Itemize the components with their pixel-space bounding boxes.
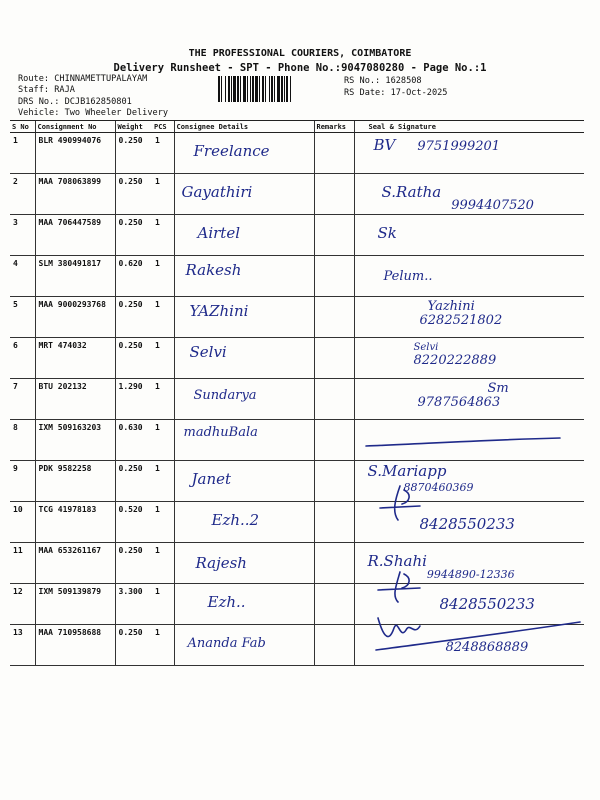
row-consignment: TCG 41978183 — [35, 502, 115, 543]
runsheet-subtitle: Delivery Runsheet - SPT - Phone No.:9047080280 - Page No.:1 — [113, 62, 487, 74]
signature: R.Shahi — [367, 552, 427, 570]
signature: S.Mariapp — [367, 462, 447, 480]
row-consignment: MRT 474032 — [35, 338, 115, 379]
signature: Sm — [487, 381, 509, 396]
table-row — [10, 502, 584, 543]
consignee-handwriting: Airtel — [197, 224, 241, 242]
row-consignee — [174, 420, 314, 461]
row-consignee — [174, 502, 314, 543]
row-consignee — [174, 133, 314, 174]
row-pcs: 1 — [152, 174, 174, 215]
barcode-bar — [233, 76, 236, 102]
row-signature — [354, 502, 584, 543]
consignee-handwriting: YAZhini — [189, 302, 249, 320]
row-pcs: 1 — [152, 543, 174, 584]
row-pcs: 1 — [152, 379, 174, 420]
row-pcs: 1 — [152, 297, 174, 338]
row-signature — [354, 584, 584, 625]
rs-number: RS No.: 1628508 — [344, 76, 422, 86]
row-consignment: SLM 380491817 — [35, 256, 115, 297]
row-remarks — [314, 133, 354, 174]
barcode-bar — [269, 76, 270, 102]
row-remarks — [314, 256, 354, 297]
table-header-row — [10, 121, 584, 133]
signature: Yazhini — [427, 299, 475, 314]
rs-date: RS Date: 17-Oct-2025 — [344, 88, 448, 98]
consignee-handwriting: madhuBala — [183, 425, 258, 440]
table-row — [10, 256, 584, 297]
phone-handwriting: 8220222889 — [413, 353, 497, 368]
row-weight: 0.250 — [115, 174, 152, 215]
header-consignment: Consignment No — [35, 121, 115, 133]
phone-handwriting: 9994407520 — [451, 198, 534, 213]
row-pcs: 1 — [152, 461, 174, 502]
row-remarks — [314, 502, 354, 543]
barcode-bar — [271, 76, 273, 102]
row-sno: 12 — [10, 584, 35, 625]
row-remarks — [314, 584, 354, 625]
row-consignee — [174, 256, 314, 297]
row-consignment: MAA 9000293768 — [35, 297, 115, 338]
table-row — [10, 543, 584, 584]
row-sno: 13 — [10, 625, 35, 666]
row-consignee — [174, 461, 314, 502]
table-row — [10, 379, 584, 420]
table-row — [10, 625, 584, 666]
barcode-bar — [277, 76, 280, 102]
signature: BV — [373, 136, 396, 154]
header-remarks: Remarks — [314, 121, 354, 133]
row-sno: 10 — [10, 502, 35, 543]
consignee-handwriting: Freelance — [193, 142, 270, 160]
row-weight: 0.250 — [115, 215, 152, 256]
row-consignment: BLR 490994076 — [35, 133, 115, 174]
row-consignment: BTU 202132 — [35, 379, 115, 420]
barcode-bar — [284, 76, 285, 102]
row-consignment: IXM 509163203 — [35, 420, 115, 461]
table-row — [10, 133, 584, 174]
barcode-bar — [265, 76, 266, 102]
table-row — [10, 461, 584, 502]
row-pcs: 1 — [152, 420, 174, 461]
barcode-bar — [225, 76, 226, 102]
consignee-handwriting: Sundarya — [193, 388, 257, 403]
barcode-bar — [221, 76, 222, 102]
row-weight: 0.250 — [115, 625, 152, 666]
header-sno: S No — [10, 121, 35, 133]
row-sno: 8 — [10, 420, 35, 461]
row-sno: 9 — [10, 461, 35, 502]
row-weight: 0.250 — [115, 133, 152, 174]
row-sno: 5 — [10, 297, 35, 338]
table-row — [10, 215, 584, 256]
barcode — [218, 76, 340, 102]
row-remarks — [314, 338, 354, 379]
row-signature — [354, 256, 584, 297]
row-sno: 7 — [10, 379, 35, 420]
row-remarks — [314, 420, 354, 461]
row-remarks — [314, 379, 354, 420]
table-row — [10, 338, 584, 379]
row-pcs: 1 — [152, 215, 174, 256]
table-row — [10, 420, 584, 461]
barcode-bar — [250, 76, 251, 102]
row-pcs: 1 — [152, 338, 174, 379]
row-signature — [354, 379, 584, 420]
phone-handwriting: 8428550233 — [439, 595, 535, 613]
row-consignee — [174, 625, 314, 666]
signature: Sk — [377, 224, 397, 242]
row-consignment: MAA 710958688 — [35, 625, 115, 666]
vehicle-label: Vehicle: Two Wheeler Delivery — [18, 108, 169, 118]
barcode-bar — [286, 76, 288, 102]
row-weight: 0.250 — [115, 297, 152, 338]
row-signature — [354, 461, 584, 502]
row-consignment: MAA 708063899 — [35, 174, 115, 215]
barcode-bar — [274, 76, 275, 102]
barcode-bar — [255, 76, 258, 102]
consignee-handwriting: Rakesh — [185, 261, 242, 279]
consignee-handwriting: Selvi — [189, 343, 227, 361]
row-remarks — [314, 174, 354, 215]
row-pcs: 1 — [152, 256, 174, 297]
signature: S.Ratha — [381, 183, 442, 201]
row-weight: 0.630 — [115, 420, 152, 461]
row-sno: 1 — [10, 133, 35, 174]
consignee-handwriting: Rajesh — [195, 554, 247, 572]
header-pcs: PCS — [152, 121, 174, 133]
row-consignee — [174, 297, 314, 338]
signature: Pelum.. — [383, 269, 433, 284]
row-weight: 0.620 — [115, 256, 152, 297]
row-signature — [354, 420, 584, 461]
row-consignment: MAA 706447589 — [35, 215, 115, 256]
barcode-bar — [281, 76, 283, 102]
phone-handwriting: 8248868889 — [445, 640, 529, 655]
row-consignee — [174, 338, 314, 379]
table-row — [10, 297, 584, 338]
barcode-bar — [237, 76, 239, 102]
company-title: THE PROFESSIONAL COURIERS, COIMBATORE — [188, 48, 412, 59]
phone-handwriting: 9787564863 — [417, 395, 501, 410]
row-remarks — [314, 215, 354, 256]
row-consignee — [174, 174, 314, 215]
row-weight: 0.250 — [115, 461, 152, 502]
row-signature — [354, 297, 584, 338]
row-signature — [354, 543, 584, 584]
row-weight: 0.520 — [115, 502, 152, 543]
route-label: Route: CHINNAMETTUPALAYAM — [18, 74, 148, 84]
barcode-bar — [252, 76, 254, 102]
row-consignment: PDK 9582258 — [35, 461, 115, 502]
barcode-bar — [247, 76, 248, 102]
row-pcs: 1 — [152, 584, 174, 625]
barcode-bar — [218, 76, 220, 102]
phone-handwriting: 8428550233 — [419, 515, 515, 533]
barcode-bar — [262, 76, 264, 102]
row-sno: 4 — [10, 256, 35, 297]
signature: Selvi — [413, 342, 439, 353]
row-sno: 2 — [10, 174, 35, 215]
row-signature — [354, 174, 584, 215]
row-remarks — [314, 461, 354, 502]
row-remarks — [314, 543, 354, 584]
header-signature: Seal & Signature — [354, 121, 584, 133]
barcode-bar — [231, 76, 232, 102]
phone-handwriting: 9944890-12336 — [426, 568, 515, 581]
row-weight: 0.250 — [115, 338, 152, 379]
row-pcs: 1 — [152, 625, 174, 666]
consignee-handwriting: Gayathiri — [181, 183, 253, 201]
row-sno: 3 — [10, 215, 35, 256]
barcode-bar — [228, 76, 230, 102]
barcode-bar — [243, 76, 246, 102]
consignee-handwriting: Ezh..2 — [211, 511, 260, 529]
row-weight: 1.290 — [115, 379, 152, 420]
row-consignment: IXM 509139879 — [35, 584, 115, 625]
phone-handwriting: 8870460369 — [403, 481, 474, 494]
row-consignment: MAA 653261167 — [35, 543, 115, 584]
row-consignee — [174, 215, 314, 256]
phone-handwriting: 9751999201 — [417, 139, 501, 154]
row-weight: 0.250 — [115, 543, 152, 584]
row-signature — [354, 215, 584, 256]
row-sno: 11 — [10, 543, 35, 584]
barcode-bar — [240, 76, 241, 102]
header-consignee: Consignee Details — [174, 121, 314, 133]
drs-number: DRS No.: DCJB162850801 — [18, 97, 132, 107]
row-sno: 6 — [10, 338, 35, 379]
runsheet-table — [10, 120, 584, 666]
header-weight: Weight — [115, 121, 152, 133]
row-remarks — [314, 625, 354, 666]
consignee-handwriting: Janet — [191, 470, 232, 488]
row-weight: 3.300 — [115, 584, 152, 625]
consignee-handwriting: Ezh.. — [207, 593, 246, 611]
row-consignee — [174, 584, 314, 625]
row-pcs: 1 — [152, 502, 174, 543]
row-signature — [354, 338, 584, 379]
phone-handwriting: 6282521802 — [419, 313, 503, 328]
row-pcs: 1 — [152, 133, 174, 174]
consignee-handwriting: Ananda Fab — [187, 636, 266, 651]
row-signature — [354, 625, 584, 666]
row-remarks — [314, 297, 354, 338]
staff-label: Staff: RAJA — [18, 85, 75, 95]
barcode-bar — [259, 76, 260, 102]
table-row — [10, 174, 584, 215]
barcode-bar — [290, 76, 291, 102]
table-row — [10, 584, 584, 625]
row-consignee — [174, 543, 314, 584]
row-signature — [354, 133, 584, 174]
row-consignee — [174, 379, 314, 420]
